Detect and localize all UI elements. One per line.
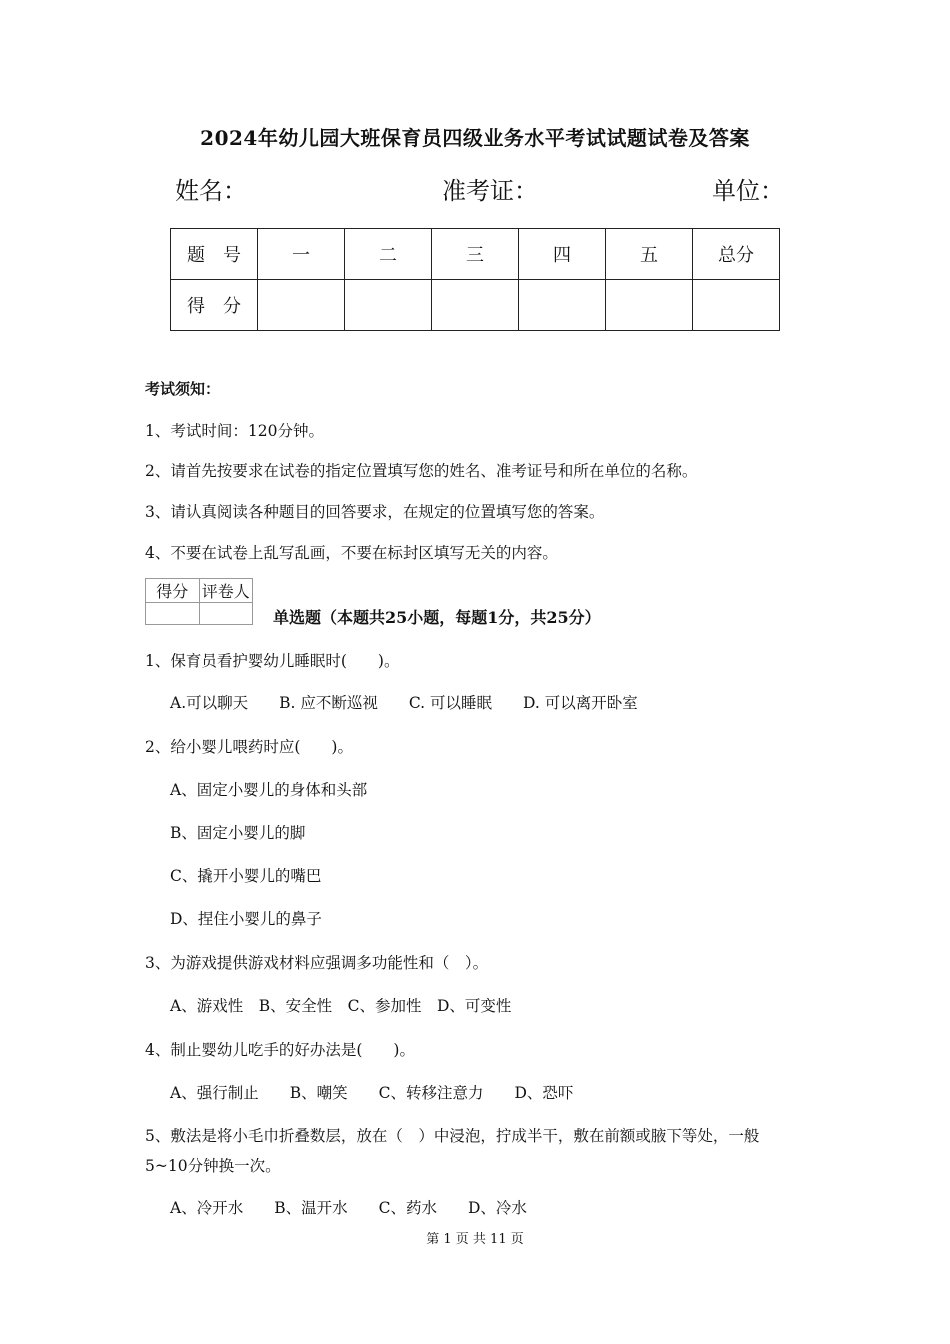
grader-box-grader-cell[interactable] [199, 603, 253, 625]
question-1-options: A.可以聊天 B. 应不断巡视 C. 可以睡眠 D. 可以离开卧室 [170, 694, 638, 712]
notice-item-3: 3、请认真阅读各种题目的回答要求，在规定的位置填写您的答案。 [145, 503, 605, 521]
question-2-stem: 2、给小婴儿喂药时应( )。 [145, 738, 353, 756]
score-table-col-5: 五 [606, 229, 693, 280]
notice-heading: 考试须知： [145, 380, 221, 398]
question-3-options: A、游戏性 B、安全性 C、参加性 D、可变性 [170, 997, 512, 1015]
score-table-col-2: 二 [345, 229, 432, 280]
question-4-stem: 4、制止婴幼儿吃手的好办法是( )。 [145, 1041, 415, 1059]
score-table-col-total: 总分 [693, 229, 780, 280]
question-2-option-a: A、固定小婴儿的身体和头部 [170, 781, 368, 799]
score-cell-5[interactable] [606, 280, 693, 331]
score-table-header-label: 题 号 [171, 229, 258, 280]
grader-box-grader-label: 评卷人 [199, 579, 253, 603]
notice-item-1: 1、考试时间：120分钟。 [145, 422, 324, 440]
notice-item-2: 2、请首先按要求在试卷的指定位置填写您的姓名、准考证号和所在单位的名称。 [145, 462, 698, 480]
score-table-col-1: 一 [258, 229, 345, 280]
grader-box-score-cell[interactable] [146, 603, 200, 625]
question-5-stem-continued: 5~10分钟换一次。 [145, 1157, 281, 1175]
score-table-header-row [171, 229, 780, 280]
unit-field-label: 单位： [712, 177, 784, 205]
score-cell-1[interactable] [258, 280, 345, 331]
question-1-stem: 1、保育员看护婴幼儿睡眠时( )。 [145, 652, 400, 670]
page-footer: 第 1 页 共 11 页 [426, 1232, 524, 1247]
question-2-option-c: C、撬开小婴儿的嘴巴 [170, 867, 322, 885]
question-5-stem: 5、敷法是将小毛巾折叠数层，放在（ ）中浸泡，拧成半干，敷在前额或腋下等处，一般 [145, 1127, 760, 1145]
grader-box-score-label: 得分 [146, 579, 200, 603]
score-table-col-4: 四 [519, 229, 606, 280]
score-table-col-3: 三 [432, 229, 519, 280]
question-4-options: A、强行制止 B、嘲笑 C、转移注意力 D、恐吓 [170, 1084, 574, 1102]
notice-item-4: 4、不要在试卷上乱写乱画，不要在标封区填写无关的内容。 [145, 544, 558, 562]
score-table-score-row [171, 280, 780, 331]
name-field-label: 姓名： [175, 177, 247, 205]
score-cell-4[interactable] [519, 280, 606, 331]
question-2-option-d: D、捏住小婴儿的鼻子 [170, 910, 322, 928]
section-title: 单选题（本题共25小题，每题1分，共25分） [273, 608, 601, 627]
grader-box [145, 578, 253, 625]
score-cell-total[interactable] [693, 280, 780, 331]
document-title: 2024年幼儿园大班保育员四级业务水平考试试题试卷及答案 [200, 126, 750, 150]
question-3-stem: 3、为游戏提供游戏材料应强调多功能性和（ ）。 [145, 954, 489, 972]
score-cell-2[interactable] [345, 280, 432, 331]
score-table [170, 228, 780, 331]
question-5-options: A、冷开水 B、温开水 C、药水 D、冷水 [170, 1199, 527, 1217]
exam-id-field-label: 准考证： [442, 177, 538, 205]
score-cell-3[interactable] [432, 280, 519, 331]
question-2-option-b: B、固定小婴儿的脚 [170, 824, 306, 842]
score-table-row-label: 得 分 [171, 280, 258, 331]
